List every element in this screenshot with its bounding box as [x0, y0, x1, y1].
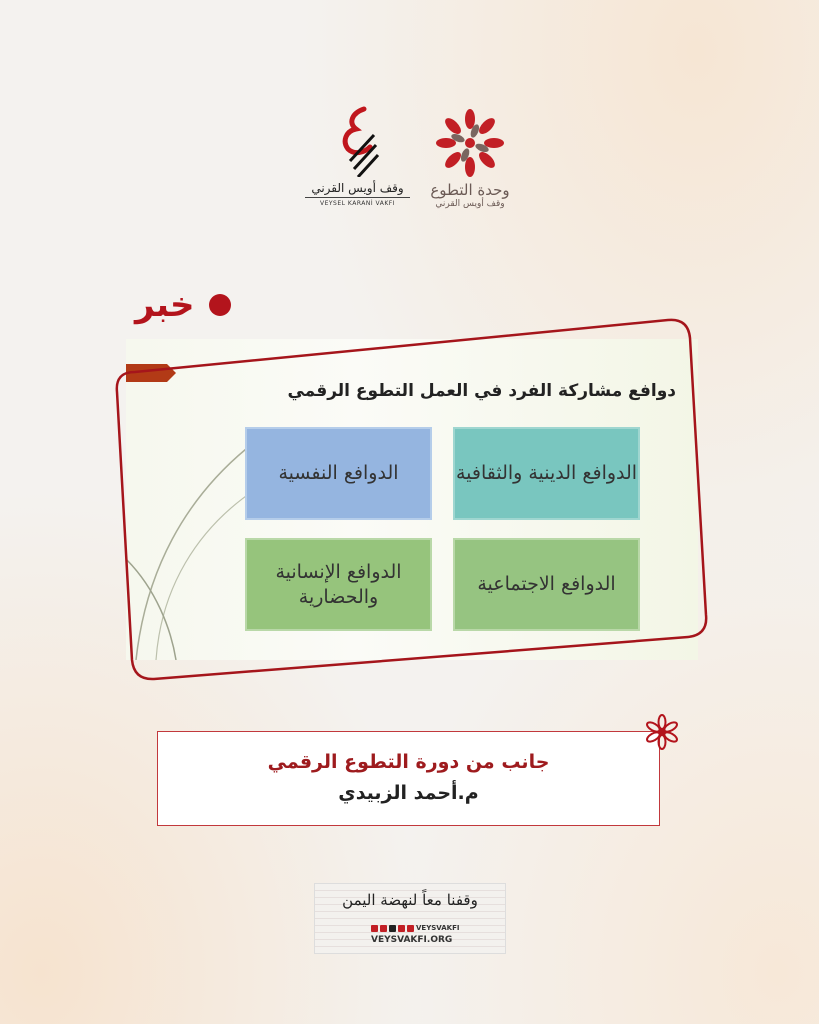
caption-flower-icon: [643, 713, 681, 751]
slide-title: دوافع مشاركة الفرد في العمل التطوع الرقمي: [287, 381, 676, 401]
veysel-logo-latin: VEYSEL KARANİ VAKFI: [305, 197, 410, 207]
youtube-icon[interactable]: [407, 925, 414, 932]
threads-icon[interactable]: [398, 925, 405, 932]
volunteer-flower-icon: [432, 105, 508, 179]
footer-slogan: وقفنا معاً لنهضة اليمن: [342, 891, 478, 909]
social-handle-text: VEYSVAKFI: [416, 924, 460, 932]
caption-course-title: جانب من دورة التطوع الرقمي: [267, 751, 550, 773]
news-dot-icon: [209, 294, 231, 316]
veysel-karani-logo: [305, 105, 410, 207]
x-icon[interactable]: [389, 925, 396, 932]
motive-box-psychological: الدوافع النفسية: [245, 427, 432, 520]
volunteer-unit-logo: [420, 105, 520, 209]
news-label: خبر: [135, 285, 195, 325]
footer-card: [314, 883, 506, 954]
volunteer-unit-subtitle: وقف أويس القرني: [435, 199, 505, 209]
slide-flag-marker: [126, 364, 176, 382]
motive-box-humanitarian: الدوافع الإنسانية والحضارية: [245, 538, 432, 631]
veysel-mark-icon: [334, 105, 382, 177]
caption-box: [157, 731, 660, 826]
logo-bar: [0, 105, 819, 225]
social-handles[interactable]: [371, 924, 459, 932]
caption-presenter: م.أحمد الزبيدي: [338, 782, 479, 804]
facebook-icon[interactable]: [371, 925, 378, 932]
motive-box-religious: الدوافع الدينية والثقافية: [453, 427, 640, 520]
slide-image: [126, 339, 698, 660]
volunteer-unit-title: وحدة التطوع: [430, 181, 510, 199]
news-tag: [135, 285, 231, 325]
motive-box-social: الدوافع الاجتماعية: [453, 538, 640, 631]
veysel-logo-name: وقف أويس القرني: [311, 181, 404, 195]
website-link[interactable]: VEYSVAKFI.ORG: [371, 935, 453, 945]
instagram-icon[interactable]: [380, 925, 387, 932]
